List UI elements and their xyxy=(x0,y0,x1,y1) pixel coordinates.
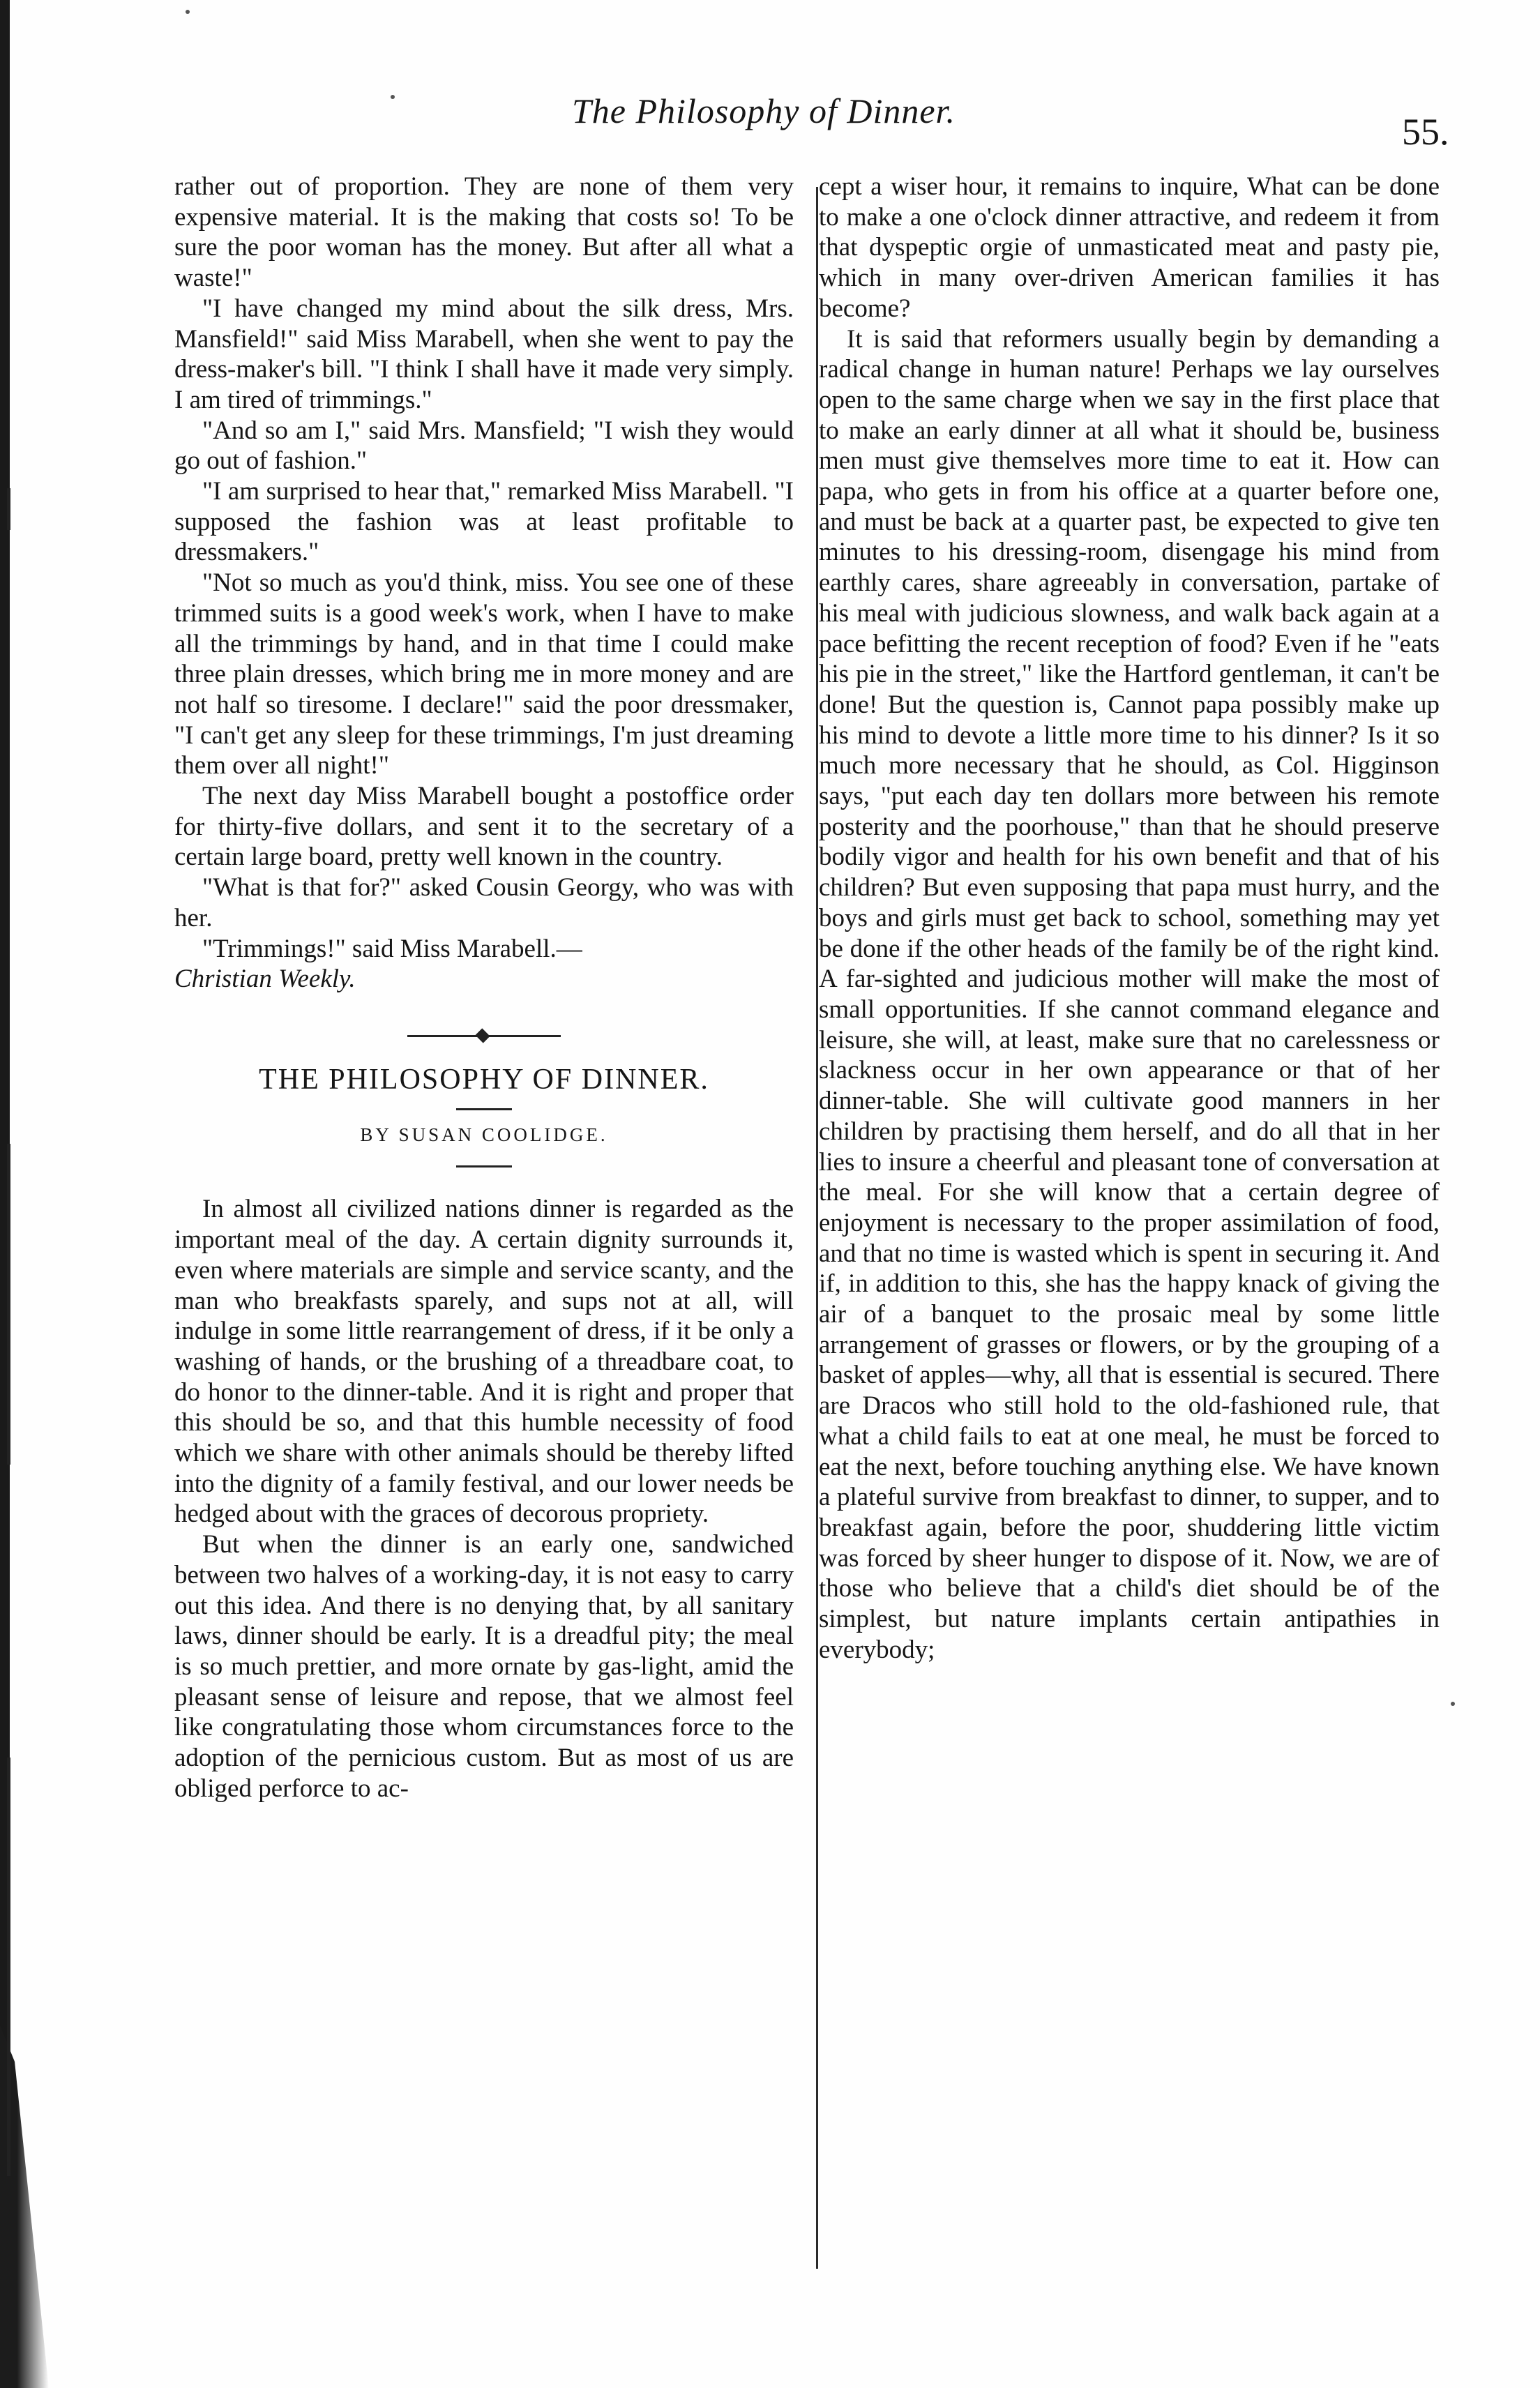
story-paragraph: "What is that for?" asked Cousin Georgy, who was with her. xyxy=(174,873,794,932)
paper-speck xyxy=(186,10,190,14)
section-ornament-rule xyxy=(407,1035,561,1037)
margin-brace-mark xyxy=(7,1144,19,1465)
article-paragraph: In almost all civilized nations dinner is regarded as the important meal of the day. A certain dignity surrounds it, even where materials are simple and service scanty, and the man who breakfasts sparely, and sups not at all, will indulge in some little rearrangement of dress, if it be only a washing of hands, or the brushing of a threadbare coat, to do honor to the dinner-table. And it is right and proper that this should be so, and that this humble necessity of food which we share with other animals should be thereby lifted into the dignity of a family festival, and our lower needs be hedged about with the graces of decorous propriety. xyxy=(174,1195,794,1529)
article-paragraph: But when the dinner is an early one, sandwiched between two halves of a working-day, it is not easy to carry out this idea. And there is no denying that, by all sanitary laws, dinner should be early. It is a dreadful pity; the meal is so much prettier, and more ornate by gas-light, amid the pleasant sense of leisure and repose, that we almost feel like congratulating those whom circumstances force to the adoption of the pernicious custom. But as most of us are obliged perforce to ac- xyxy=(174,1530,794,1803)
page-number: 55. xyxy=(1402,111,1449,153)
story-paragraph: The next day Miss Marabell bought a postoffice order for thirty-five dollars, and sent it to the secretary of a certain large board, pretty well known in the country. xyxy=(174,782,794,872)
margin-brace-mark xyxy=(7,488,19,530)
byline-rule xyxy=(456,1165,512,1167)
title-rule xyxy=(456,1108,512,1110)
story-source: Christian Weekly. xyxy=(174,965,356,994)
paper-speck xyxy=(1451,1702,1455,1706)
story-paragraph: "Not so much as you'd think, miss. You see one of these trimmed suits is a good week's work, when I have to make all the trimmings by hand, and in that time I could make three plain dresses, which bring me in more money and are not half so tiresome. I declare!" said the poor dressmaker, "I can't get any sleep for these trimmings, I'm just dreaming them over all night!" xyxy=(174,568,794,780)
story-paragraph: "I have changed my mind about the silk dress, Mrs. Mansfield!" said Miss Marabell, when she went to pay the dress-maker's bill. "I think I shall have it made very simply. I am tired of trimmings." xyxy=(174,294,794,414)
left-column xyxy=(174,172,794,1804)
column-divider-rule xyxy=(816,187,818,2269)
story-paragraph: "I am surprised to hear that," remarked Miss Marabell. "I supposed the fashion was at least profitable to dressmakers." xyxy=(174,477,794,567)
article-paragraph: It is said that reformers usually begin by demanding a radical change in human nature! Perhaps we lay ourselves open to the same charge when we say in the first place that to make an early dinner at all what it should be, business men must give themselves more time to eat it. How can papa, who gets in from his office at a quarter before one, and must be back at a quarter past, be expected to give ten minutes to his dressing-room, disengage his mind from earthly cares, share agreeably in conversation, partake of his meal with judicious slowness, and walk back again at a pace befitting the recent reception of food? Even if he "eats his pie in the street," like the Hartford gentleman, it can't be done! But the question is, Cannot papa possibly make up his mind to devote a little more time to his dinner? Is it so much more necessary that he should, as Col. Higginson says, "put each day ten dollars more between his remote posterity and the poorhouse," than that he should preserve bodily vigor and health for his own benefit and that of his children? But even supposing that papa must hurry, and the boys and girls must get back to school, something may yet be done if the other heads of the family be of the right kind. A far-sighted and judicious mother will make the most of small opportunities. If she cannot command elegance and leisure, she will, at least, make sure that no carelessness or slackness occur in her own appearance or that of her dinner-table. She will cultivate good manners in her children by practising them herself, and do all that in her lies to insure a cheerful and pleasant tone of conversation at the meal. For she will know that a certain degree of enjoyment is necessary to the proper assimilation of food, and that no time is wasted which is spent in securing it. And if, in addition to this, she has the happy knack of giving the air of a banquet to the prosaic meal by some little arrangement of grasses or flowers, or by the grouping of a basket of apples—why, all that is essential is secured. There are Dracos who still hold to the old-fashioned rule, that what a child fails to eat at one meal, he must be forced to eat the next, before touching anything else. We have known a plateful survive from breakfast to dinner, to supper, and to breakfast again, before the poor, shuddering little victim was forced by sheer hunger to dispose of it. Now, we are of those who believe that a child's diet should be of the simplest, but nature implants certain antipathies in everybody; xyxy=(819,324,1440,1664)
story-paragraph: rather out of proportion. They are none of them very expensive material. It is the making that costs so! To be sure the poor woman has the money. But after all what a waste!" xyxy=(174,172,794,293)
paper-speck xyxy=(391,95,395,99)
story-paragraph: "And so am I," said Mrs. Mansfield; "I wish they would go out of fashion." xyxy=(174,416,794,476)
article-title: THE PHILOSOPHY OF DINNER. xyxy=(259,1063,709,1096)
ornament-diamond-icon xyxy=(475,1028,490,1043)
running-head: The Philosophy of Dinner. xyxy=(572,91,956,130)
article-byline: BY SUSAN COOLIDGE. xyxy=(360,1124,608,1145)
article-paragraph: cept a wiser hour, it remains to inquire, What can be done to make a one o'clock dinner attractive, and redeem it from that dyspeptic orgie of unmasticated meat and pasty pie, which in many over-driven American families it has become? xyxy=(819,172,1440,323)
story-closing-line: "Trimmings!" said Miss Marabell.— xyxy=(202,934,582,963)
right-column xyxy=(819,172,1440,1665)
margin-brace-mark xyxy=(7,1758,19,2176)
story-paragraph xyxy=(174,934,794,995)
